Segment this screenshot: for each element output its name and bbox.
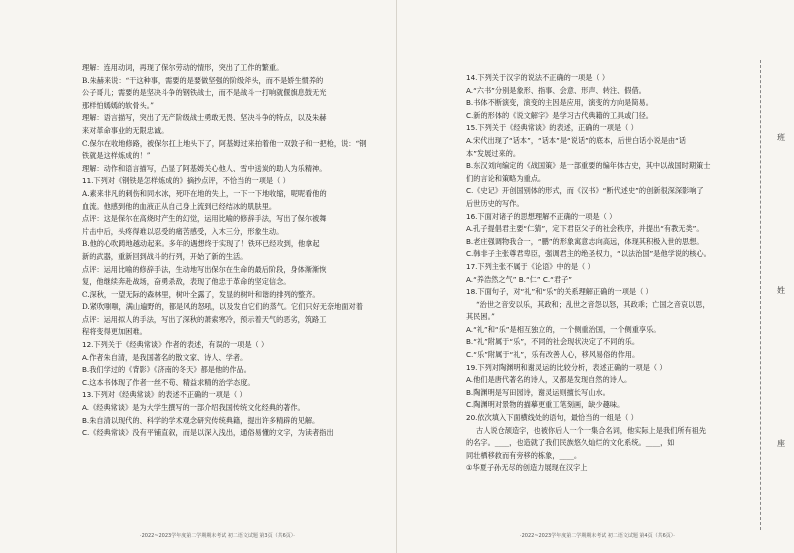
- question-13: 13.下列对《经典常谈》的表述不正确的一项是（ ）: [82, 390, 247, 400]
- q14-option-b: B.书体不断演变，演变的主因是应用，演变的方向是简易。: [466, 98, 653, 108]
- q15-option-b: B.东汉刘向编定的《战国策》是一部重要的编年体古史，其中以战国时期策士: [466, 161, 711, 171]
- q15-option-a-cont: 本”发展过来的。: [466, 148, 521, 158]
- left-line-2: B.朱赫来说：“干这种事，需要的是要做坚强的阶级斧头，而不是娇生惯养的: [82, 75, 324, 85]
- q20-choice-1: ①华夏子孙无尽的创造力展现在汉字上: [466, 463, 588, 473]
- q15-option-b-cont: 们的言论和策略为重点。: [466, 173, 546, 183]
- left-line-4: 那样怕嫣嫣的软骨头。”: [82, 100, 154, 110]
- q15-option-c-cont: 后世历史的写作。: [466, 198, 524, 208]
- left-line-8: 铁就是这样炼成的！”: [82, 151, 151, 161]
- q19-option-a: A.他们是唐代著名的诗人，又都是发现自然的诗人。: [466, 375, 632, 385]
- left-line-12: 血流。他感到他的血液正从自己身上流到已经结冰的肌肤里。: [82, 201, 277, 211]
- question-11: 11.下列对《钢铁是怎样炼成的》摘抄点评，不恰当的一项是（ ）: [82, 176, 290, 186]
- question-16: 16.下面对诸子的思想理解不正确的一项是（ ）: [466, 211, 617, 221]
- q13-option-c: C.《经典常谈》没有平铺直叙，而是以深入浅出，通俗易懂的文字，为读者指出: [82, 428, 334, 438]
- q15-option-a: A.宋代出现了“话本”，“话本”是“说话”的底本，后世白话小说是由“话: [466, 135, 687, 145]
- footer-page-left: ·2022~2023学年度第二学期期末考试 初二语文试题 第3页（共6页）·: [140, 533, 295, 539]
- binding-label-seat: 座: [777, 439, 785, 448]
- question-20: 20.依次填入下面横线处的语句，最恰当的一组是（ ）: [466, 413, 638, 423]
- q13-option-b: B.朱自清以现代的、科学的学术观念研究传统典籍，提出许多精辟的见解。: [82, 415, 320, 425]
- left-page-column: [82, 62, 382, 440]
- q14-option-a: A.“六书”分别是象形、指事、会意、形声、转注、假借。: [466, 85, 646, 95]
- q18-quote: “治世之音安以乐，其政和；乱世之音怨以怒，其政乖；亡国之音哀以思，: [476, 299, 710, 309]
- q18-option-a: A.“礼”和“乐”是相互独立的，一个侧重治国，一个侧重享乐。: [466, 324, 661, 334]
- question-18: 18.下面句子，对“礼”和“乐”的关系理解正确的一项是（ ）: [466, 287, 653, 297]
- binding-label-class: 班: [777, 133, 785, 142]
- question-17: 17.下列主张不属于《论语》中的是（ ）: [466, 261, 595, 271]
- q13-option-a: A.《经典常谈》是为大学生撰写的一部介绍我国传统文化经典的著作。: [82, 403, 305, 413]
- question-14: 14.下列关于汉字的说法不正确的一项是（ ）: [466, 73, 610, 82]
- q20-passage-1: 古人说仓颉造字，也被你后人一个一集合名词，他实际上是我们所有祖先: [476, 425, 707, 435]
- left-line-15: B.他的心吹踌地越动起来。多年的遇想终于实现了！铁环已经攻到，他拿起: [82, 239, 320, 249]
- left-line-14: 片击中后，头疼得难以忍受的痛苦感受，入木三分，形象生动。: [82, 226, 284, 236]
- q18-option-b: B.“礼”附属于“乐”，不同的社会现状决定了不同的乐。: [466, 337, 640, 347]
- right-page-column: [466, 72, 754, 475]
- q16-option-c: C.韩非子主张尊君卑臣，强调君主的绝圣权力，“以法治国”是他学说的核心。: [466, 249, 711, 259]
- q14-option-c: C.新的形体的《说文解字》是学习古代典籍的工具或门径。: [466, 110, 653, 120]
- question-12: 12.下列关于《经典常谈》作者的表述，有误的一项是（ ）: [82, 340, 269, 350]
- left-line-3: 公子哥儿；需要的是坚决斗争的钢铁战士，而不是战斗一打响就偃旗息鼓无光: [82, 88, 327, 98]
- left-line-20: D.紧吹嗤嗤，满山遍野的，都是风的怒吼，以及发自它们的蒸气。它们只好无奈地面对着: [82, 302, 363, 312]
- q18-option-c: C.“乐”附属于“礼”，乐有改善人心，移风易俗的作用。: [466, 350, 640, 360]
- left-line-17: 点评：运用比喻的修辞手法，生动地写出保尔在生命的最后阶段，身体渐渐恢: [82, 264, 327, 274]
- q20-passage-3: 同壮栖移救而有旁移的栋象，____。: [466, 450, 582, 460]
- q15-option-c: C.《史记》开创国别体的形式，而《汉书》“断代述史”的创新很深深影响了: [466, 186, 704, 196]
- left-line-18: 复，他继续奔赴战场，奋勇杀敌，表现了他忠于革命的坚定信念。: [82, 277, 291, 287]
- q16-option-a: A.孔子提倡君主要“仁猜”，定下君臣父子的社会秩序，并提出“有教无类”。: [466, 224, 704, 234]
- left-line-11: A.素来非凡的刺伤和同水冰，死吓在地的失上，一下一下地收缩，呢呢看他的: [82, 188, 327, 198]
- left-line-16: 新的武器，重新回到战斗的行列，开始了新的生活。: [82, 251, 248, 261]
- left-line-9: 理解：动作和语言描写，凸显了阿基姆关心他人、雪中送炭的助人为乐精神。: [82, 163, 327, 173]
- left-line-19: C.深秋，一望无际的森林里，树叶全露了，发显的树叶和谐的排列的整齐。: [82, 289, 320, 299]
- q12-option-a: A.作者朱自清，是我国著名的散文家、诗人、学者。: [82, 352, 248, 362]
- q20-passage-2: 的名字。____，也造就了我们民族悠久灿烂的文化系统。____，如: [466, 438, 675, 448]
- page-fold-line: [396, 0, 397, 553]
- question-19: 19.下列对陶渊明和谢灵运的比较分析，表述正确的一项是（ ）: [466, 362, 667, 372]
- question-15: 15.下列关于《经典常谈》的表述，正确的一项是（ ）: [466, 123, 638, 133]
- q12-option-b: B.我们学过的《背影》《济南的冬天》都是他的作品。: [82, 365, 251, 375]
- q19-option-b: B.陶渊明是写田园诗，谢灵运则擅长写山水。: [466, 387, 610, 397]
- left-line-6: 来对革命事业的无限忠诚。: [82, 125, 169, 135]
- left-line-5: 理解：语言描写，突出了无产阶级战士勇敢无畏、坚决斗争的特点，以及朱赫: [82, 113, 327, 123]
- q12-option-c: C.这本书体现了作者一丝不苟、精益求精的治学态度。: [82, 377, 255, 387]
- left-line-7: C.保尔在收地修路，被保尔扛上地头下了，阿基姆过来拍着他一双敦子和一把枪，说：“钢: [82, 138, 367, 148]
- q16-option-b: B.老庄强调物我合一，“鹏”的形象寓意志向高远，体现其积极入世的思想。: [466, 236, 704, 246]
- binding-line: [760, 60, 762, 530]
- left-line-21: 点评：运用拟人的手法，写出了深秋的萧索寒冷，预示着天气的恶劣，筑路工: [82, 314, 327, 324]
- q17-options: A.“养浩然之气” B.“仁” C.“君子”: [466, 274, 573, 284]
- left-line-22: 程将变得更加困难。: [82, 327, 147, 337]
- q19-option-c: C.陶渊明对景物的描摹更重工笔刻画，缺少趣味。: [466, 400, 625, 410]
- footer-page-right: ·2022~2023学年度第二学期期末考试 初二语文试题 第4页（共6页）·: [520, 533, 675, 539]
- binding-label-name: 姓: [777, 286, 785, 295]
- left-line-1: 理解：连用动词，再现了保尔劳动的情形，突出了工作的繁重。: [82, 63, 284, 72]
- q18-quote-cont: 其民困。”: [466, 312, 495, 322]
- left-line-13: 点评：这是保尔在高烧时产生的幻觉，运用比喻的修辞手法，写出了保尔被舞: [82, 214, 327, 224]
